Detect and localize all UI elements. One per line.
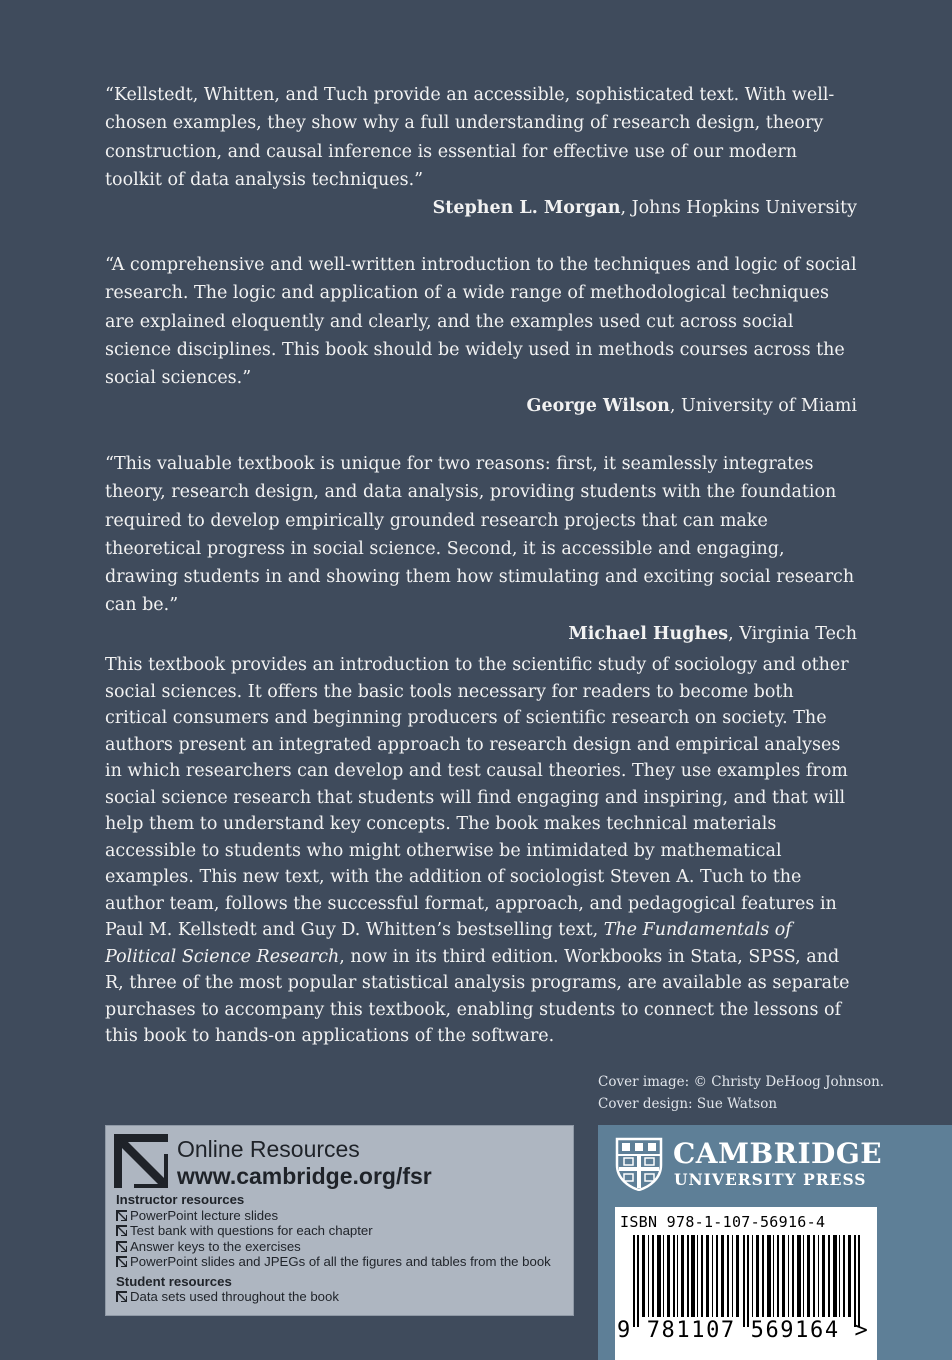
barcode-digits: 9 781107 569164 > [617, 1318, 870, 1343]
quote-text: “A comprehensive and well-written introduction to the techniques and logic of social research. The logic and application of a wide range of methodological techniques are explained eloquently and clearly, and the examples used cut across social science disciplines. This book should be widely used in methods courses across the social sciences.” [105, 255, 857, 389]
cover-credits [598, 1072, 884, 1115]
resource-item-label: Answer keys to the exercises [130, 1238, 301, 1254]
quote-author: Michael Hughes [568, 623, 729, 644]
quote-wilson [105, 251, 857, 421]
list-item [116, 1208, 551, 1224]
quote-attribution [105, 620, 857, 648]
resource-item-label: PowerPoint lecture slides [130, 1207, 279, 1223]
arrow-down-right-icon [114, 1134, 168, 1188]
quote-author: George Wilson [526, 396, 670, 417]
resource-item-label: Test bank with questions for each chapter [130, 1223, 373, 1238]
list-item [116, 1289, 551, 1305]
online-resources-url[interactable]: www.cambridge.org/fsr [177, 1163, 432, 1189]
list-item [116, 1239, 551, 1255]
quote-affiliation: , Johns Hopkins University [620, 198, 857, 219]
description-part-1: This textbook provides an introduction to the scientific study of sociology and other social sciences. It offers the basic tools necessary for readers to become both critical consumers and beginning producers of scientific research on society. The authors present an integrated approach to research design and empirical analyses in which researchers can develop and test causal theories. They use examples from social science research that students will find engaging and inspiring, and that will help them to understand key concepts. The book makes technical materials accessible to students who might otherwise be intimidated by mathematical examples. This new text, with the addition of sociologist Steven A. Tuch to the author team, follows the successful format, approach, and pedagogical features in Paul M. Kellstedt and Guy D. Whitten’s bestselling text, [105, 655, 849, 940]
arrow-down-right-icon [116, 1210, 127, 1221]
resource-item-label: Data sets used throughout the book [130, 1289, 339, 1304]
publisher-press: UNIVERSITY PRESS [674, 1170, 867, 1189]
description-part-2: , now in its third edition. Workbooks in Stata, SPSS, and R, three of the most popular statistical analysis programs, are available as separate purchases to accompany this textbook, enabling students to connect the lessons of this book to hands-on applications of the software. [105, 946, 850, 1046]
list-item [116, 1254, 551, 1270]
resource-item-label: PowerPoint slides and JPEGs of all the figures and tables from the book [130, 1254, 551, 1269]
cover-design-credit: Cover design: Sue Watson [598, 1095, 778, 1112]
quote-hughes [105, 450, 857, 648]
publisher-panel [598, 1125, 952, 1360]
quote-attribution [105, 194, 857, 222]
quote-affiliation: , University of Miami [669, 396, 857, 417]
online-resources-box [105, 1125, 574, 1316]
instructor-resources-heading: Instructor resources [116, 1192, 245, 1207]
book-description [105, 652, 857, 1050]
isbn-number: ISBN 978-1-107-56916-4 [620, 1213, 826, 1231]
quote-attribution [105, 392, 857, 420]
list-item [116, 1223, 551, 1239]
quote-affiliation: , Virginia Tech [728, 623, 857, 644]
arrow-down-right-icon [116, 1256, 127, 1267]
cover-image-credit: Cover image: © Christy DeHoog Johnson. [598, 1074, 885, 1090]
arrow-down-right-icon [116, 1291, 127, 1302]
referenced-book-title: The Fundamentals of Political Science Research [105, 920, 792, 967]
quote-text: “This valuable textbook is unique for two reasons: first, it seamlessly integrates theory, research design, and data analysis, providing students with the foundation required to develop empirically grounded research projects that can make theoretical progress in social science. Second, it is accessible and engaging, drawing students in and showing them how stimulating and exciting social research can be.” [105, 454, 855, 616]
barcode-label [615, 1207, 877, 1360]
online-resources-title: Online Resources [177, 1136, 360, 1162]
barcode-icon [629, 1235, 865, 1327]
arrow-down-right-icon [116, 1241, 127, 1252]
publisher-name: CAMBRIDGE [673, 1137, 883, 1170]
cambridge-shield-icon [615, 1137, 663, 1195]
quote-text: “Kellstedt, Whitten, and Tuch provide an accessible, sophisticated text. With well-chosen examples, they show why a full understanding of research design, theory construction, and causal inference is essential for effective use of our modern toolkit of data analysis techniques.” [105, 85, 835, 190]
arrow-down-right-icon [116, 1225, 127, 1236]
student-resources-heading: Student resources [116, 1273, 232, 1289]
quote-morgan [105, 81, 857, 222]
quote-author: Stephen L. Morgan [432, 198, 621, 219]
resources-list [116, 1192, 551, 1305]
